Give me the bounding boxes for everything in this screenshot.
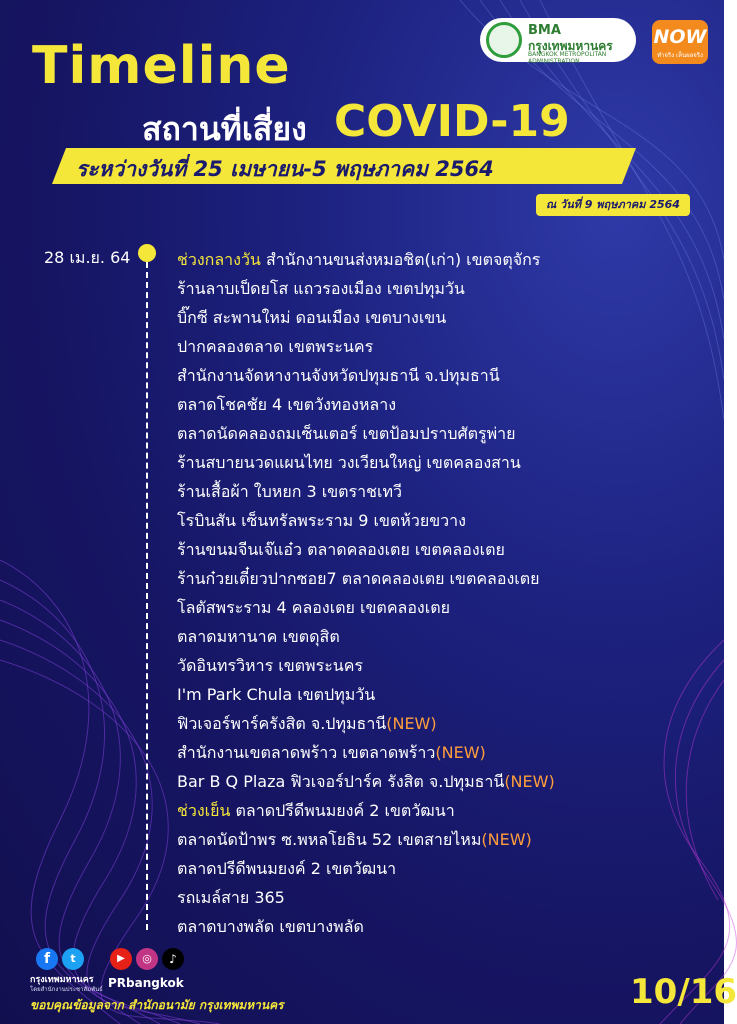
instagram-icon[interactable]: ◎: [136, 948, 158, 970]
location-text: ร้านก๋วยเตี๋ยวปากซอย7 ตลาดคลองเตย เขตคลองเตย: [177, 569, 540, 588]
location-text: สำนักงานขนส่งหมอชิต(เก่า) เขตจตุจักร: [265, 250, 541, 269]
timeline-item: [177, 712, 555, 741]
bma-logo-thai: กรุงเทพมหานคร: [528, 39, 613, 53]
subtitle-covid: COVID-19: [334, 96, 570, 147]
now-logo: [652, 20, 708, 64]
location-text: บิ๊กซี สะพานใหม่ ดอนเมือง เขตบางเขน: [177, 308, 447, 327]
location-text: ร้านสบายนวดแผนไทย วงเวียนใหญ่ เขตคลองสาน: [177, 453, 521, 472]
timeline-item: [177, 422, 555, 451]
timeline-item: [177, 625, 555, 654]
timeline-item: [177, 828, 555, 857]
timeline-item: [177, 538, 555, 567]
time-of-day-label: ช่วงกลางวัน: [177, 250, 266, 269]
timeline-item: [177, 335, 555, 364]
location-text: สำนักงานเขตลาดพร้าว เขตลาดพร้าว: [177, 743, 436, 762]
timeline-item: [177, 306, 555, 335]
new-badge: (NEW): [435, 743, 486, 762]
timeline-item: [177, 596, 555, 625]
timeline-item: [177, 393, 555, 422]
timeline-item: [177, 915, 555, 944]
timeline-item: [177, 770, 555, 799]
subtitle-risk-places: สถานที่เสี่ยง: [142, 110, 307, 148]
location-text: ฟิวเจอร์พาร์ครังสิต จ.ปทุมธานี: [177, 714, 387, 733]
timeline-item: [177, 277, 555, 306]
location-text: วัดอินทรวิหาร เขตพระนคร: [177, 656, 364, 675]
location-text: ร้านลาบเป็ดยโส แถวรองเมือง เขตปทุมวัน: [177, 279, 465, 298]
new-badge: (NEW): [481, 830, 532, 849]
location-text: โลตัสพระราม 4 คลองเตย เขตคลองเตย: [177, 598, 450, 617]
timeline-item: [177, 480, 555, 509]
location-text: ตลาดปรีดีพนมยงค์ 2 เขตวัฒนา: [235, 801, 455, 820]
location-text: ตลาดนัดคลองถมเซ็นเตอร์ เขตป้อมปราบศัตรูพ่าย: [177, 424, 516, 443]
page-number: 10/16: [630, 972, 737, 1012]
now-logo-text: NOW: [653, 26, 707, 48]
bma-logo: [480, 18, 636, 65]
timeline-item: [177, 248, 555, 277]
location-text: ตลาดนัดป้าพร ซ.พหลโยธิน 52 เขตสายไหม: [177, 830, 482, 849]
facebook-icon[interactable]: f: [36, 948, 58, 970]
timeline-item: [177, 509, 555, 538]
timeline-item: [177, 857, 555, 886]
prbangkok-label: PRbangkok: [108, 976, 184, 990]
location-text: โรบินสัน เซ็นทรัลพระราม 9 เขตห้วยขวาง: [177, 511, 466, 530]
timeline-item: [177, 567, 555, 596]
bma-logo-english: BANGKOK METROPOLITAN ADMINISTRATION: [528, 51, 607, 65]
timeline-item: [177, 654, 555, 683]
timeline-item: [177, 364, 555, 393]
timeline-item: [177, 886, 555, 915]
timeline-date: 28 เม.ย. 64: [44, 248, 131, 267]
location-text: ร้านขนมจีนเจ๊แอ๋ว ตลาดคลองเตย เขตคลองเตย: [177, 540, 505, 559]
bma-logo-text: BMA: [528, 23, 561, 38]
location-text: รถเมล์สาย 365: [177, 888, 285, 907]
location-text: ตลาดมหานาค เขตดุสิต: [177, 627, 340, 646]
location-text: ตลาดโชคชัย 4 เขตวังทองหลาง: [177, 395, 397, 414]
as-of-date-badge: ณ วันที่ 9 พฤษภาคม 2564: [536, 194, 690, 216]
twitter-icon[interactable]: t: [62, 948, 84, 970]
period-text: ระหว่างวันที่ 25 เมษายน-5 พฤษภาคม 2564: [76, 157, 494, 181]
location-text: ปากคลองตลาด เขตพระนคร: [177, 337, 374, 356]
timeline-item: [177, 741, 555, 770]
location-text: สำนักงานจัดหางานจังหวัดปทุมธานี จ.ปทุมธานี: [177, 366, 500, 385]
location-text: ร้านเสื้อผ้า ใบหยก 3 เขตราชเทวี: [177, 482, 402, 501]
bangkok-label: กรุงเทพมหานคร: [30, 975, 94, 985]
location-text: I'm Park Chula เขตปทุมวัน: [177, 685, 376, 704]
timeline-item: [177, 683, 555, 712]
risk-location-list: [177, 248, 555, 944]
bangkok-sub-label: โดยสำนักงานประชาสัมพันธ์: [30, 986, 103, 993]
now-logo-slogan: ทำจริง เห็นผลจริง: [657, 52, 703, 59]
page-title: Timeline: [32, 36, 291, 96]
data-credit: ขอบคุณข้อมูลจาก สำนักอนามัย กรุงเทพมหานคร: [30, 998, 284, 1012]
timeline-dashed-line: [146, 262, 148, 930]
youtube-icon[interactable]: ▶: [110, 948, 132, 970]
bma-seal-icon: [486, 22, 522, 58]
location-text: ตลาดบางพลัด เขตบางพลัด: [177, 917, 364, 936]
timeline-item: [177, 799, 555, 828]
location-text: ตลาดปรีดีพนมยงค์ 2 เขตวัฒนา: [177, 859, 397, 878]
new-badge: (NEW): [386, 714, 437, 733]
timeline-item: [177, 451, 555, 480]
new-badge: (NEW): [504, 772, 555, 791]
timeline-dot-icon: [138, 244, 156, 262]
time-of-day-label: ช่วงเย็น: [177, 801, 236, 820]
location-text: Bar B Q Plaza ฟิวเจอร์ปาร์ค รังสิต จ.ปทุมธานี: [177, 772, 505, 791]
tiktok-icon[interactable]: ♪: [162, 948, 184, 970]
